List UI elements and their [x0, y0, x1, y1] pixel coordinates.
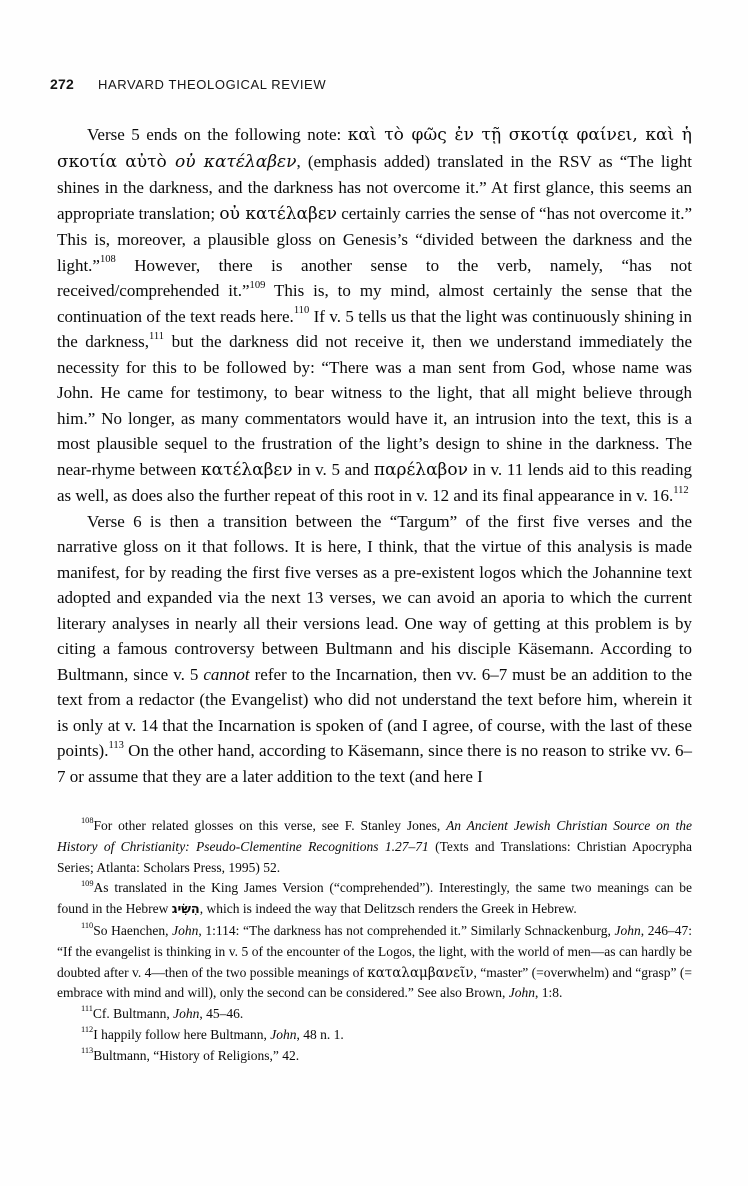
footnote-ref: 112 [81, 1025, 94, 1035]
text-segment: For other related glosses on this verse, see F. Stanley Jones, [93, 818, 447, 833]
text-segment: παρέλαβον [373, 459, 468, 480]
text-segment: As translated in the King James Version (“comprehended”). Interestingly, the same two meanings can be found in the Hebrew [57, 880, 692, 917]
text-segment: , 48 n. 1. [296, 1026, 344, 1042]
footnote-ref: 108 [81, 816, 94, 826]
footnote [57, 1004, 692, 1025]
footnote [57, 921, 692, 1004]
footnote [57, 1025, 692, 1046]
text-segment: , “master” (=overwhelm) and “grasp” (= embrace with mind and will), only the second can be considered.” See also Brown, [57, 964, 692, 1001]
text-segment: , 246–47: “If the evangelist is thinking in v. 5 of the encounter of the Logos, the light, with the world of men—as can hardly be doubted after v. 4—then of the two possible meanings of [57, 922, 692, 980]
text-segment: , 45–46. [199, 1006, 244, 1022]
text-segment: , which is indeed the way that Delitzsch renders the Greek in Hebrew. [199, 901, 577, 917]
text-segment: but the darkness did not receive it, then we understand immediately the necessity for this to be followed by: “There was a man sent from God, whose name was John. He came for testimony, to bear witness to the light, that all might believe through him.” No longer, as many commentators would have it, an intrusion into the text, this is a most plausible sequel to the frustration of the light’s design to shine in the darkness. The near-rhyme between [57, 332, 692, 479]
text-segment: in v. 11 lends aid to this reading as well, as does also the further repeat of this root in v. 12 and its final appearance in v. 16. [57, 459, 693, 505]
footnote-ref: 109 [81, 878, 94, 888]
text-segment: I happily follow here Bultmann, [93, 1026, 271, 1042]
text-segment: John [614, 922, 641, 938]
text-segment: This is, to my mind, almost certainly the sense that the continuation of the text reads here. [57, 281, 692, 326]
text-segment: refer to the Incarnation, then vv. 6–7 must be an addition to the text from a redactor (the Evangelist) who did not understand the text before him, wherein it is only at v. 14 that the Incarnation is spoken of (and I agree, of course, with the last of these points). [57, 664, 692, 760]
text-segment: Verse 6 is then a transition between the “Targum” of the first five verses and the narrative gloss on it that follows. It is here, I think, that the virtue of this analysis is made manifest, for by reading the first five verses as a pre-existent logos which the Johannine text adopted and expanded via the next 13 verses, we can avoid an aporia to which the current literary analyses in nearly all their versions lead. One way of getting at this problem is by citing a famous controversy between Bultmann and his disciple Käsemann. According to Bultmann, since v. 5 [57, 511, 692, 684]
text-segment: (Texts and Translations: Christian Apocrypha Series; Atlanta: Scholars Press, 1995) 52. [57, 838, 692, 875]
footnotes-section [57, 816, 692, 1067]
article-body [57, 122, 692, 789]
text-segment: John [270, 1026, 297, 1042]
text-segment: οὐ κατέλαβεν [174, 151, 297, 172]
text-segment: John [508, 985, 535, 1001]
text-segment: If v. 5 tells us that the light was continuously shining in the darkness, [57, 306, 692, 351]
text-segment: , 1:8. [535, 985, 563, 1001]
text-segment: certainly carries the sense of “has not overcome it.” This is, moreover, a plausible gloss on Genesis’s “divided between the darkness and the light.” [57, 203, 693, 275]
body-paragraph [57, 509, 692, 790]
footnote-ref: 111 [81, 1004, 93, 1014]
journal-title: HARVARD THEOLOGICAL REVIEW [97, 77, 327, 92]
running-head [50, 76, 326, 92]
text-segment: οὐ κατέλαβεν [219, 203, 337, 224]
footnote-ref: 110 [293, 305, 310, 317]
footnote-ref: 110 [81, 921, 94, 931]
footnote-ref: 108 [99, 254, 116, 266]
page-number: 272 [50, 76, 74, 92]
text-segment: John [173, 1006, 200, 1022]
text-segment: Verse 5 ends on the following note: [87, 125, 348, 144]
footnote-ref: 112 [673, 484, 689, 496]
footnote-ref: 113 [108, 739, 124, 751]
footnote-ref: 111 [149, 330, 165, 342]
text-segment: cannot [203, 664, 250, 684]
text-segment: On the other hand, according to Käsemann, since there is no reason to strike vv. 6–7 or assume that they are a later addition to the text (and here I [57, 741, 692, 786]
text-segment: in v. 5 and [292, 459, 374, 479]
text-segment: καταλαμβανεῖν [367, 964, 474, 981]
text-segment: הִשִּׂיג [171, 902, 200, 918]
text-segment: An Ancient Jewish Christian Source on the History of Christianity: Pseudo-Clementine Recognitions 1.27–71 [57, 818, 692, 854]
footnote [57, 816, 692, 878]
footnote [57, 878, 692, 921]
text-segment: , 1:114: “The darkness has not comprehended it.” Similarly Schnackenburg, [198, 922, 615, 938]
text-segment: Cf. Bultmann, [92, 1006, 174, 1022]
body-paragraph [57, 122, 692, 509]
text-segment: κατέλαβεν [201, 459, 293, 480]
text-segment: So Haenchen, [93, 922, 173, 938]
text-segment: John [172, 922, 199, 938]
footnote-ref: 113 [81, 1046, 94, 1056]
text-segment: However, there is another sense to the verb, namely, “has not received/comprehended it.” [57, 255, 692, 300]
footnote [57, 1046, 692, 1067]
text-segment: , (emphasis added) translated in the RSV as “The light shines in the darkness, and the darkness has not overcome it.” At first glance, this seems an appropriate translation; [57, 151, 693, 223]
text-segment: καὶ τὸ φῶς ἐν τῇ σκοτίᾳ φαίνει, καὶ ἡ σκοτία αὐτὸ [57, 125, 692, 172]
footnote-ref: 109 [249, 279, 266, 291]
text-segment: Bultmann, “History of Religions,” 42. [93, 1047, 300, 1063]
